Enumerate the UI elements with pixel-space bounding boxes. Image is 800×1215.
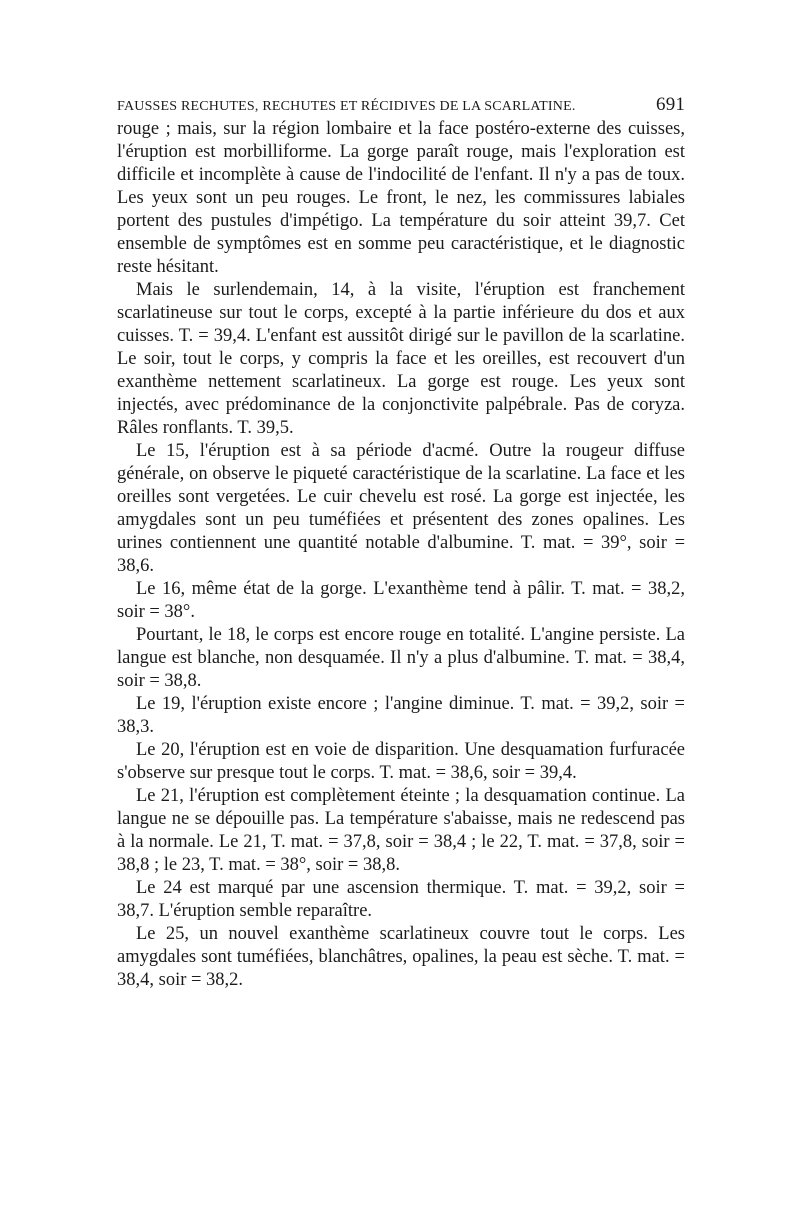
paragraph: Le 20, l'éruption est en voie de disparition. Une desquamation furfuracée s'observe sur presque tout le corps. T. mat. = 38,6, soir = 39,4. bbox=[117, 740, 685, 783]
running-header bbox=[117, 94, 685, 116]
paragraph: Pourtant, le 18, le corps est encore rouge en totalité. L'angine persiste. La langue est blanche, non desquamée. Il n'y a plus d'albumine. T. mat. = 38,4, soir = 38,8. bbox=[117, 625, 685, 691]
paragraph: Le 24 est marqué par une ascension thermique. T. mat. = 39,2, soir = 38,7. L'éruption semble reparaître. bbox=[117, 878, 685, 921]
paragraph: Le 16, même état de la gorge. L'exanthème tend à pâlir. T. mat. = 38,2, soir = 38°. bbox=[117, 579, 685, 622]
paragraph: Le 19, l'éruption existe encore ; l'angine diminue. T. mat. = 39,2, soir = 38,3. bbox=[117, 694, 685, 737]
book-page bbox=[117, 94, 685, 992]
running-title: FAUSSES RECHUTES, RECHUTES ET RÉCIDIVES DE LA SCARLATINE. bbox=[117, 99, 576, 114]
paragraph-continued: rouge ; mais, sur la région lombaire et la face postéro-externe des cuisses, l'éruption est morbilliforme. La gorge paraît rouge, mais l'exploration est difficile et incomplète à cause de l'indocilité de l'enfant. Il n'y a pas de toux. Les yeux sont un peu rouges. Le front, le nez, les commissures labiales portent des pustules d'impétigo. La température du soir atteint 39,7. Cet ensemble de symptômes est en somme peu caractéristique, et le diagnostic reste hésitant. bbox=[117, 119, 685, 277]
paragraph: Le 21, l'éruption est complètement éteinte ; la desquamation continue. La langue ne se dépouille pas. La température s'abaisse, mais ne redescend pas à la normale. Le 21, T. mat. = 37,8, soir = 38,4 ; le 22, T. mat. = 37,8, soir = 38,8 ; le 23, T. mat. = 38°, soir = 38,8. bbox=[117, 786, 685, 875]
page-number: 691 bbox=[656, 94, 685, 115]
paragraph: Mais le surlendemain, 14, à la visite, l'éruption est franchement scarlatineuse sur tout le corps, excepté à la partie inférieure du dos et aux cuisses. T. = 39,4. L'enfant est aussitôt dirigé sur le pavillon de la scarlatine. Le soir, tout le corps, y compris la face et les oreilles, est recouvert d'un exanthème nettement scarlatineux. La gorge est rouge. Les yeux sont injectés, avec prédominance de la conjonctivite palpébrale. Pas de coryza. Râles ronflants. T. 39,5. bbox=[117, 280, 685, 438]
paragraph: Le 15, l'éruption est à sa période d'acmé. Outre la rougeur diffuse générale, on observe le piqueté caractéristique de la scarlatine. La face et les oreilles sont vergetées. Le cuir chevelu est rosé. La gorge est injectée, les amygdales sont un peu tuméfiées et présentent des zones opalines. Les urines contiennent une quantité notable d'albumine. T. mat. = 39°, soir = 38,6. bbox=[117, 441, 685, 576]
paragraph: Le 25, un nouvel exanthème scarlatineux couvre tout le corps. Les amygdales sont tuméfiées, blanchâtres, opalines, la peau est sèche. T. mat. = 38,4, soir = 38,2. bbox=[117, 924, 685, 990]
body-text bbox=[117, 118, 685, 992]
